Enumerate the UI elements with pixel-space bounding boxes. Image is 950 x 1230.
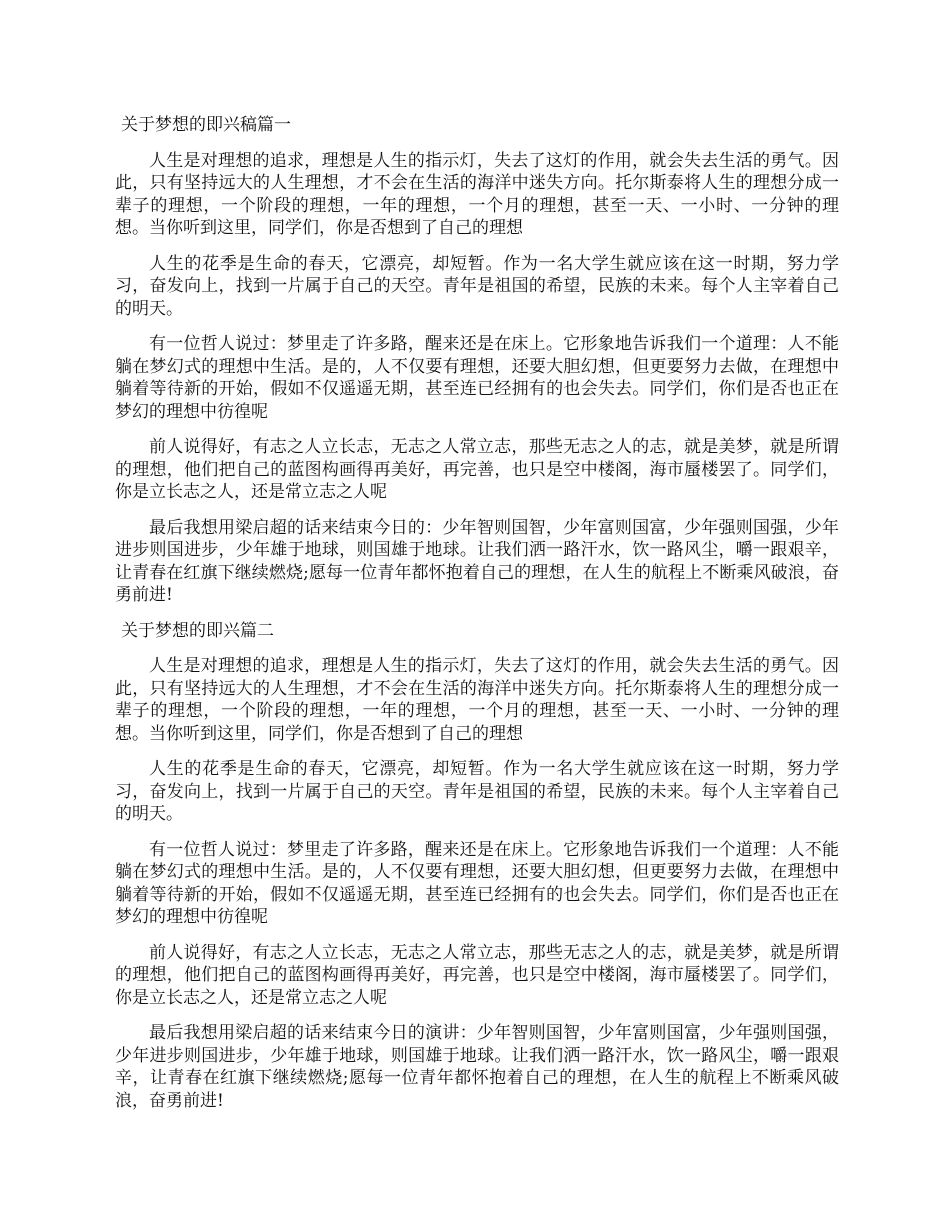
paragraph: 前人说得好，有志之人立长志，无志之人常立志，那些无志之人的志，就是美梦，就是所谓的理想，他们把自己的蓝图构画得再美好，再完善，也只是空中楼阁，海市蜃楼罢了。同学们，你是立长志之人，还是常立志之人呢 xyxy=(115,437,839,502)
paragraph: 最后我想用梁启超的话来结束今日的：少年智则国智，少年富则国富，少年强则国强，少年进步则国进步，少年雄于地球，则国雄于地球。让我们洒一路汗水，饮一路风尘，嚼一跟艰辛，让青春在红旗下继续燃烧;愿每一位青年都怀抱着自己的理想，在人生的航程上不断乘风破浪，奋勇前进! xyxy=(115,517,839,605)
paragraph: 有一位哲人说过：梦里走了许多路，醒来还是在床上。它形象地告诉我们一个道理：人不能躺在梦幻式的理想中生活。是的，人不仅要有理想，还要大胆幻想，但更要努力去做，在理想中躺着等待新的开始，假如不仅遥遥无期，甚至连已经拥有的也会失去。同学们，你们是否也正在梦幻的理想中彷徨呢 xyxy=(115,334,839,422)
paragraph: 人生是对理想的追求，理想是人生的指示灯，失去了这灯的作用，就会失去生活的勇气。因此，只有坚持远大的人生理想，才不会在生活的海洋中迷失方向。托尔斯泰将人生的理想分成一辈子的理想，一个阶段的理想，一年的理想，一个月的理想，甚至一天、一小时、一分钟的理想。当你听到这里，同学们，你是否想到了自己的理想 xyxy=(115,150,839,238)
section-title: 关于梦想的即兴稿篇一 xyxy=(121,115,291,135)
paragraph: 人生的花季是生命的春天，它漂亮，却短暂。作为一名大学生就应该在这一时期，努力学习，奋发向上，找到一片属于自己的天空。青年是祖国的希望，民族的未来。每个人主宰着自己的明天。 xyxy=(115,253,839,319)
paragraph: 人生的花季是生命的春天，它漂亮，却短暂。作为一名大学生就应该在这一时期，努力学习，奋发向上，找到一片属于自己的天空。青年是祖国的希望，民族的未来。每个人主宰着自己的明天。 xyxy=(115,759,839,824)
section-two xyxy=(115,620,839,1113)
paragraph: 有一位哲人说过：梦里走了许多路，醒来还是在床上。它形象地告诉我们一个道理：人不能躺在梦幻式的理想中生活。是的，人不仅要有理想，还要大胆幻想，但更要努力去做，在理想中躺着等待新的开始，假如不仅遥遥无期，甚至连已经拥有的也会失去。同学们，你们是否也正在梦幻的理想中彷徨呢 xyxy=(115,839,839,927)
section-title: 关于梦想的即兴篇二 xyxy=(121,620,274,641)
document-body xyxy=(115,114,839,1125)
section-one xyxy=(115,114,839,607)
paragraph: 人生是对理想的追求，理想是人生的指示灯，失去了这灯的作用，就会失去生活的勇气。因此，只有坚持远大的人生理想，才不会在生活的海洋中迷失方向。托尔斯泰将人生的理想分成一辈子的理想，一个阶段的理想，一年的理想，一个月的理想，甚至一天、一小时、一分钟的理想。当你听到这里，同学们，你是否想到了自己的理想 xyxy=(115,656,839,744)
paragraph: 最后我想用梁启超的话来结束今日的演讲：少年智则国智，少年富则国富，少年强则国强，少年进步则国进步，少年雄于地球，则国雄于地球。让我们洒一路汗水，饮一路风尘，嚼一跟艰辛，让青春在红旗下继续燃烧;愿每一位青年都怀抱着自己的理想，在人生的航程上不断乘风破浪，奋勇前进! xyxy=(115,1023,839,1111)
paragraph: 前人说得好，有志之人立长志，无志之人常立志，那些无志之人的志，就是美梦，就是所谓的理想，他们把自己的蓝图构画得再美好，再完善，也只是空中楼阁，海市蜃楼罢了。同学们，你是立长志之人，还是常立志之人呢 xyxy=(115,942,839,1008)
